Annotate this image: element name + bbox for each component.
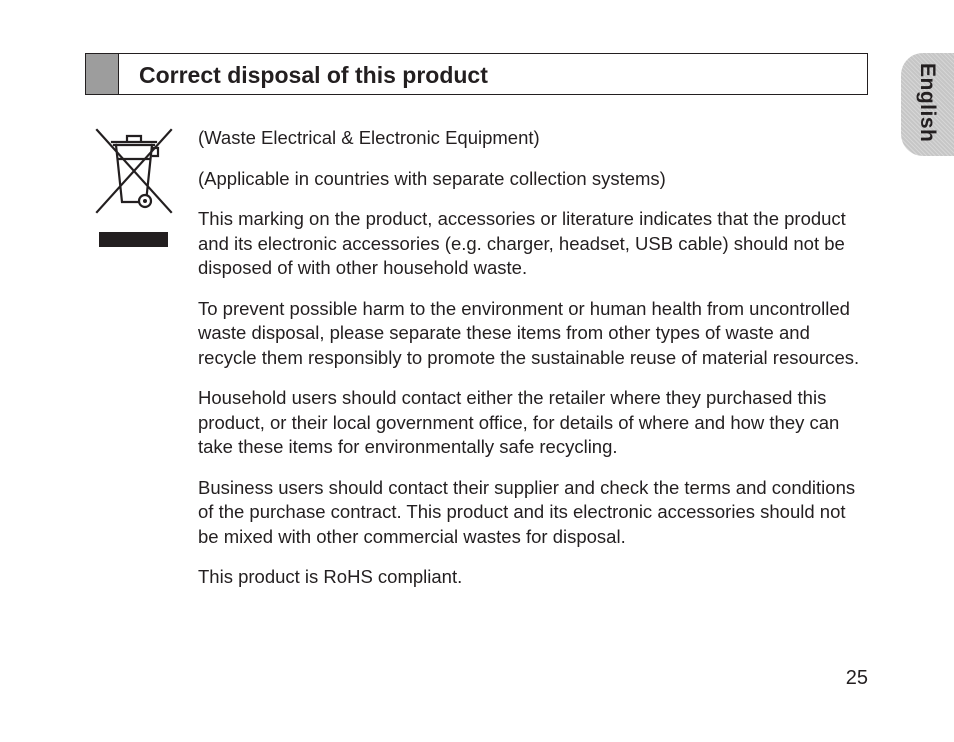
section-header	[85, 53, 868, 95]
crossed-out-wheeled-bin-icon	[94, 126, 174, 248]
paragraph-household-users: Household users should contact either the retailer where they purchased this product, or their local government office, for details of where and how they can take these items for environmentally safe recycling.	[198, 387, 840, 457]
header-accent-bar	[86, 54, 119, 94]
paragraph-prevent-harm: To prevent possible harm to the environment or human health from uncontrolled waste disposal, please separate these items from other types of waste and recycle them responsibly to promote the sustainable reuse of material resources.	[198, 297, 860, 368]
paragraph-business-users: Business users should contact their supplier and check the terms and conditions of the purchase contract. This product and its electronic accessories should not be mixed with other commercial wastes for disposal.	[198, 476, 856, 547]
paragraph-weee: (Waste Electrical & Electronic Equipment)	[198, 127, 540, 148]
paragraph-applicable: (Applicable in countries with separate collection systems)	[198, 167, 666, 189]
language-tab-label: English	[916, 63, 939, 143]
language-tab	[901, 53, 954, 156]
page-title: Correct disposal of this product	[139, 62, 488, 88]
paragraph-rohs: This product is RoHS compliant.	[198, 566, 463, 587]
paragraph-marking: This marking on the product, accessories or literature indicates that the product and its electronic accessories (e.g. charger, headset, USB cable) should not be disposed of with other household waste.	[198, 208, 846, 278]
main-content	[198, 126, 868, 606]
page-number: 25	[845, 667, 868, 689]
